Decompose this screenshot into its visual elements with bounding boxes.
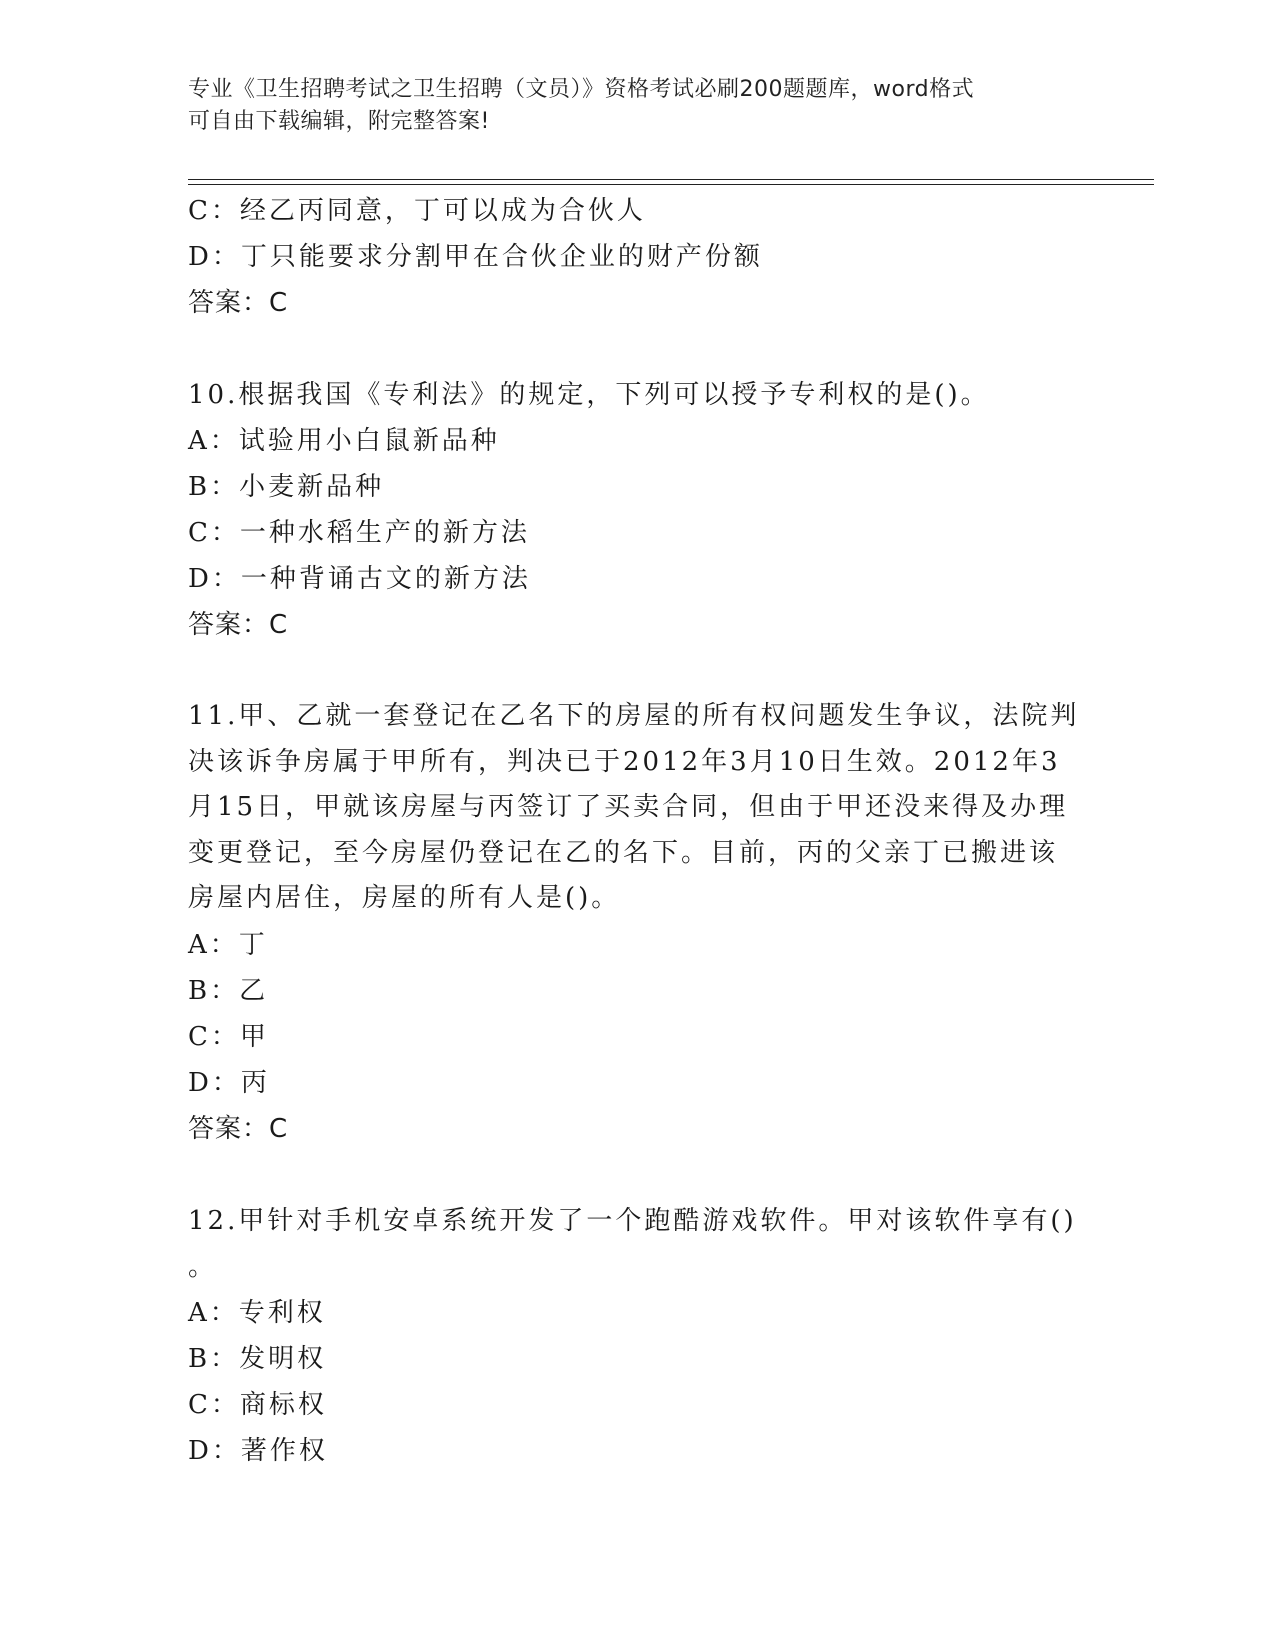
continued-question: [188, 188, 1088, 326]
question-12: [188, 1198, 1088, 1474]
question-stem: 10.根据我国《专利法》的规定，下列可以授予专利权的是()。: [188, 380, 990, 410]
spacer: [188, 1152, 1088, 1198]
option-d: D：著作权: [188, 1435, 328, 1466]
question-11: [188, 694, 1088, 1152]
option-a: A：专利权: [188, 1297, 326, 1328]
question-stem-line: 。: [188, 1251, 218, 1282]
question-list: [188, 188, 1088, 1474]
option-c: C：商标权: [188, 1389, 327, 1420]
option-b: B：发明权: [188, 1343, 327, 1374]
option-c: C：甲: [188, 1021, 269, 1052]
question-stem-line: 12.甲针对手机安卓系统开发了一个跑酷游戏软件。甲对该软件享有(): [188, 1205, 1077, 1236]
answer-label: 答案：C: [188, 1113, 289, 1144]
page-header: [188, 74, 1068, 138]
header-double-rule: [188, 179, 1154, 185]
spacer: [188, 648, 1088, 694]
question-stem-line: 11.甲、乙就一套登记在乙名下的房屋的所有权问题发生争议，法院判: [188, 701, 1080, 731]
question-stem-line: 房屋内居住，房屋的所有人是()。: [188, 883, 621, 913]
answer-label: 答案：C: [188, 288, 289, 318]
option-b: B：乙: [188, 975, 269, 1006]
option-b: B：小麦新品种: [188, 472, 385, 502]
option-d: D：丁只能要求分割甲在合伙企业的财产份额: [188, 242, 763, 272]
question-stem-line: 变更登记，至今房屋仍登记在乙的名下。目前，丙的父亲丁已搬进该: [188, 837, 1059, 868]
answer-label: 答案：C: [188, 610, 289, 640]
option-a: A：试验用小白鼠新品种: [188, 426, 500, 456]
spacer: [188, 326, 1088, 372]
option-c: C：一种水稻生产的新方法: [188, 518, 530, 548]
question-stem-line: 月15日，甲就该房屋与丙签订了买卖合同，但由于甲还没来得及办理: [188, 792, 1069, 822]
question-10: [188, 372, 1088, 648]
question-stem-line: 决该诉争房属于甲所有，判决已于2012年3月10日生效。2012年3: [188, 746, 1061, 777]
option-c: C：经乙丙同意，丁可以成为合伙人: [188, 196, 646, 226]
header-line-1: 专业《卫生招聘考试之卫生招聘（文员）》资格考试必刷200题题库，word格式: [188, 77, 975, 102]
option-d: D：一种背诵古文的新方法: [188, 564, 531, 594]
option-d: D：丙: [188, 1067, 270, 1098]
header-line-2: 可自由下载编辑，附完整答案!: [188, 109, 490, 134]
option-a: A：丁: [188, 929, 268, 960]
